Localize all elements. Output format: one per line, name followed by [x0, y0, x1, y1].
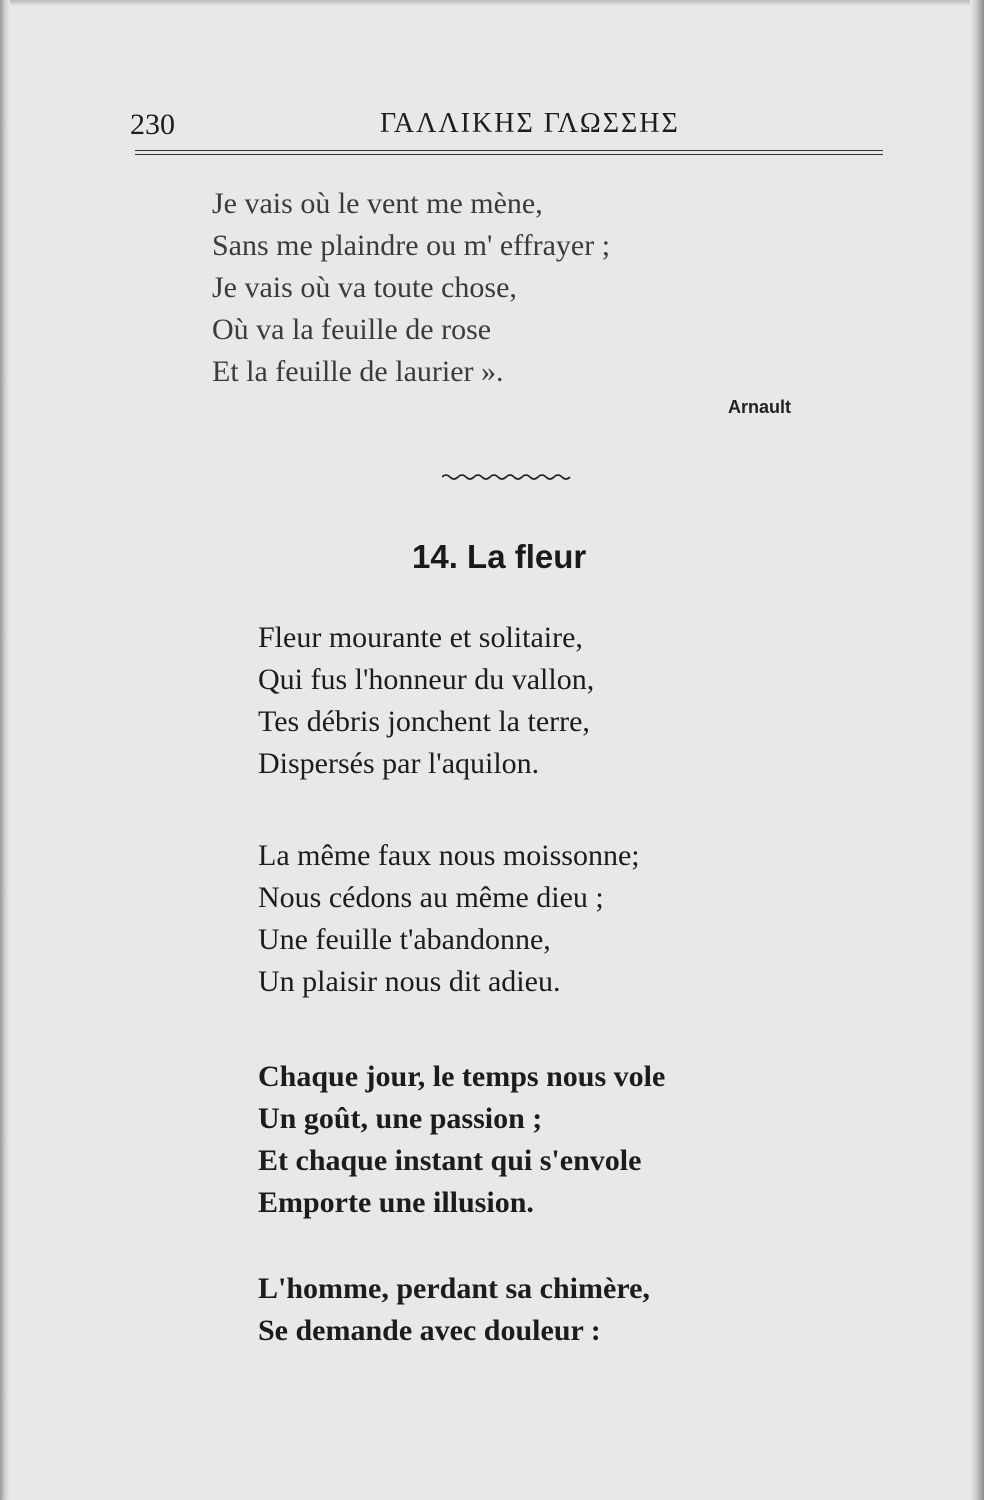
verse-line: Emporte une illusion.	[258, 1186, 534, 1219]
header-rule	[135, 150, 883, 155]
verse-line: Tes débris jonchent la terre,	[258, 705, 590, 738]
verse-line: Dispersés par l'aquilon.	[258, 747, 540, 780]
page-header	[130, 108, 875, 148]
verse-line: Qui fus l'honneur du vallon,	[258, 663, 595, 696]
verse-line: Nous cédons au même dieu ;	[258, 881, 604, 914]
verse-line: Où va la feuille de rose	[212, 313, 492, 346]
running-title: ΓΑΛΛΙΚΗΣ ΓΛΩΣΣΗΣ	[380, 108, 680, 139]
verse-line: L'homme, perdant sa chimère,	[258, 1272, 650, 1305]
verse-line: Je vais où le vent me mène,	[212, 187, 543, 220]
verse-line: La même faux nous moissonne;	[258, 839, 640, 872]
verse-line: Sans me plaindre ou m' effrayer ;	[212, 229, 611, 262]
verse-line: Un goût, une passion ;	[258, 1102, 543, 1135]
poem-title: 14. La fleur	[412, 538, 587, 575]
section-divider-ornament	[442, 472, 572, 482]
verse-line: Et la feuille de laurier ».	[212, 355, 504, 388]
scan-left-edge	[0, 0, 10, 1500]
previous-poem-ending	[212, 183, 610, 393]
verse-line: Je vais où va toute chose,	[212, 271, 517, 304]
verse-line: Se demande avec douleur :	[258, 1314, 601, 1347]
stanza	[258, 617, 594, 785]
verse-line: Chaque jour, le temps nous vole	[258, 1060, 666, 1093]
stanza	[258, 1268, 650, 1352]
author-attribution: Arnault	[728, 397, 791, 417]
stanza	[258, 1056, 665, 1224]
verse-line: Un plaisir nous dit adieu.	[258, 965, 561, 998]
page-number: 230	[130, 108, 175, 141]
stanza	[258, 835, 640, 1003]
verse-line: Une feuille t'abandonne,	[258, 923, 551, 956]
scan-right-edge	[970, 0, 984, 1500]
scan-top-edge	[0, 0, 984, 6]
verse-line: Et chaque instant qui s'envole	[258, 1144, 642, 1177]
verse-line: Fleur mourante et solitaire,	[258, 621, 583, 654]
